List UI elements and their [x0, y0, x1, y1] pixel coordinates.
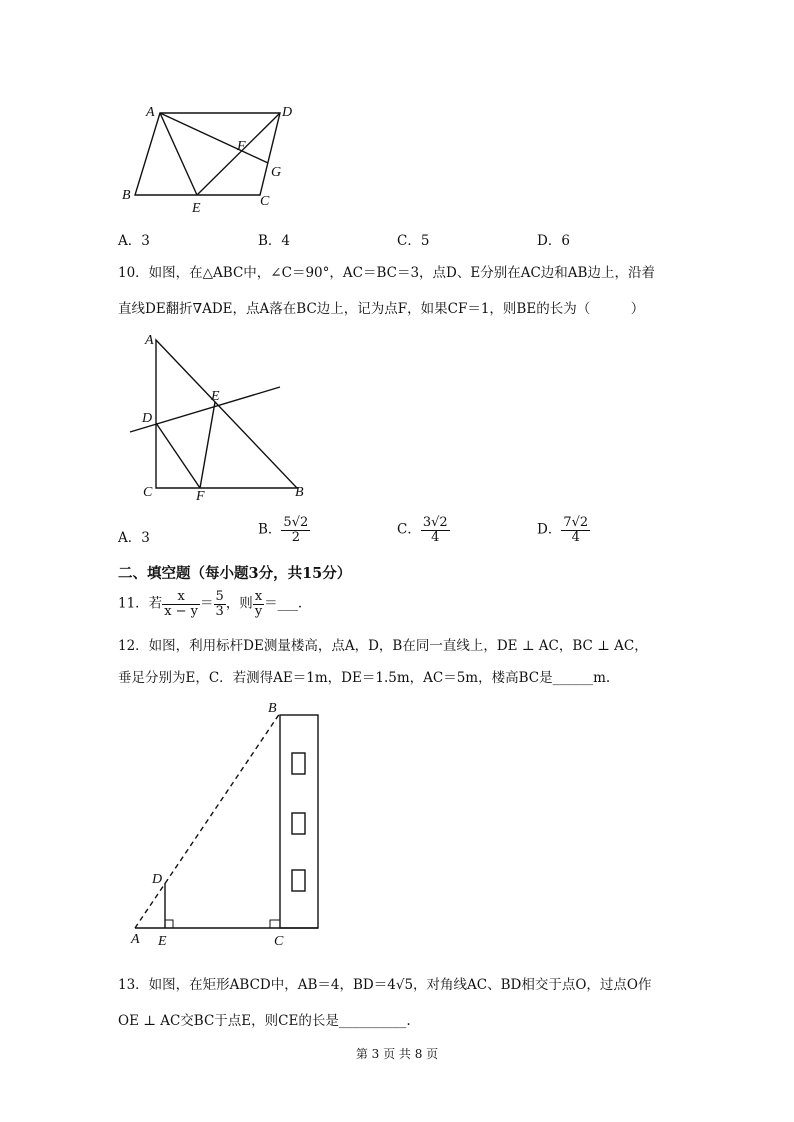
q10-option-d-prefix: D． — [537, 521, 562, 538]
q10-figure — [125, 330, 325, 505]
q9-option-a: A．3 — [118, 233, 150, 249]
q10-option-d-num: 7√2 — [563, 515, 589, 530]
q12-window-3 — [292, 870, 305, 891]
q10-option-d-den: 4 — [571, 529, 580, 545]
q10-line-DE — [130, 387, 280, 432]
q10-option-c-den: 4 — [431, 529, 440, 545]
q10-text-line1: 10．如图，在△ABC中，∠C＝90°，AC＝BC＝3，点D、E分别在AC边和AB边上，沿着 — [118, 265, 655, 281]
q12-label-C: C — [274, 934, 284, 949]
q11-frac1-num: x — [162, 590, 200, 605]
q9-label-G: G — [271, 165, 282, 180]
q10-option-b-den: 2 — [291, 529, 300, 545]
q9-label-E: E — [192, 201, 201, 216]
q10-line-DF — [156, 423, 200, 488]
q10-option-c-num: 3√2 — [422, 515, 448, 530]
q12-label-D: D — [152, 872, 163, 887]
q11-frac2-num: 5 — [215, 589, 224, 604]
q10-option-b-prefix: B． — [258, 521, 282, 538]
q10-option-b-fraction — [281, 516, 310, 544]
q12-window-2 — [292, 813, 305, 834]
q12-sightline-AB — [135, 713, 280, 928]
q11-fraction-1 — [162, 590, 200, 618]
q13-text-line2: OE ⊥ AC交BC于点E，则CE的长是__________. — [118, 1013, 411, 1029]
q12-text-line2: 垂足分别为E，C．若测得AE＝1m，DE＝1.5m，AC＝5m，楼高BC是______m. — [118, 670, 611, 686]
q12-figure — [125, 695, 335, 950]
page-footer: 第 3 页 共 8 页 — [355, 1047, 439, 1061]
q9-label-F: F — [237, 139, 246, 154]
q10-text-line2: 直线DE翻折∇ADE，点A落在BC边上，记为点F，如果CF＝1，则BE的长为（ ） — [118, 301, 645, 317]
q9-line-ED — [197, 113, 280, 195]
q11-frac3-den: y — [254, 603, 263, 619]
q10-label-E: E — [211, 389, 220, 404]
q12-right-angle-E — [165, 920, 173, 928]
q11-equals: ＝ — [200, 595, 214, 612]
q10-label-D: D — [142, 411, 153, 426]
q12-right-angle-C — [270, 920, 280, 928]
q10-label-F: F — [196, 489, 205, 504]
q12-label-A: A — [131, 932, 140, 947]
q9-option-b: B．4 — [258, 233, 291, 249]
q12-window-1 — [292, 753, 305, 774]
q9-parallelogram — [135, 113, 280, 195]
q10-label-B: B — [295, 485, 304, 500]
q10-option-b — [258, 516, 310, 544]
q11-frac3-num: x — [253, 590, 264, 605]
q9-label-A: A — [146, 105, 155, 120]
q11-frac2-den: 3 — [215, 603, 224, 619]
q10-option-d — [537, 516, 590, 544]
q10-option-c-prefix: C． — [397, 521, 421, 538]
q13-text-line1: 13．如图，在矩形ABCD中，AB＝4，BD＝4√5，对角线AC、BD相交于点O，过点O作 — [118, 977, 652, 993]
q9-figure — [110, 98, 310, 218]
q10-option-d-fraction — [561, 516, 590, 544]
q10-triangle — [156, 340, 297, 488]
q11-fraction-2 — [214, 590, 226, 618]
q9-label-B: B — [122, 188, 131, 203]
q12-building — [280, 715, 318, 928]
q11-fraction-3 — [253, 590, 264, 618]
q9-label-C: C — [260, 194, 270, 209]
q9-label-D: D — [282, 105, 293, 120]
q11-mid: ，则 — [225, 595, 253, 612]
q9-line-AE — [160, 113, 197, 195]
q10-label-A: A — [145, 333, 154, 348]
q11-tail: ＝___. — [264, 595, 303, 612]
q11-frac1-den: x − y — [164, 603, 199, 619]
q12-text-line1: 12．如图，利用标杆DE测量楼高，点A，D，B在同一直线上，DE ⊥ AC，BC ⊥ AC， — [118, 638, 648, 654]
section-heading-fill-blank: 二、填空题（每小题3分，共15分） — [118, 565, 352, 582]
q10-option-a: A．3 — [118, 530, 150, 546]
q9-line-AG — [160, 113, 268, 163]
q12-label-B: B — [268, 701, 277, 716]
q9-option-c: C．5 — [397, 233, 430, 249]
q9-option-d: D．6 — [537, 233, 570, 249]
q11-question — [118, 590, 302, 618]
q10-option-c — [397, 516, 450, 544]
q10-line-EF — [200, 402, 215, 488]
q11-prefix: 11．若 — [118, 595, 163, 612]
q10-option-b-num: 5√2 — [283, 515, 309, 530]
q10-label-C: C — [143, 485, 153, 500]
q12-label-E: E — [158, 934, 167, 949]
q10-option-c-fraction — [421, 516, 450, 544]
